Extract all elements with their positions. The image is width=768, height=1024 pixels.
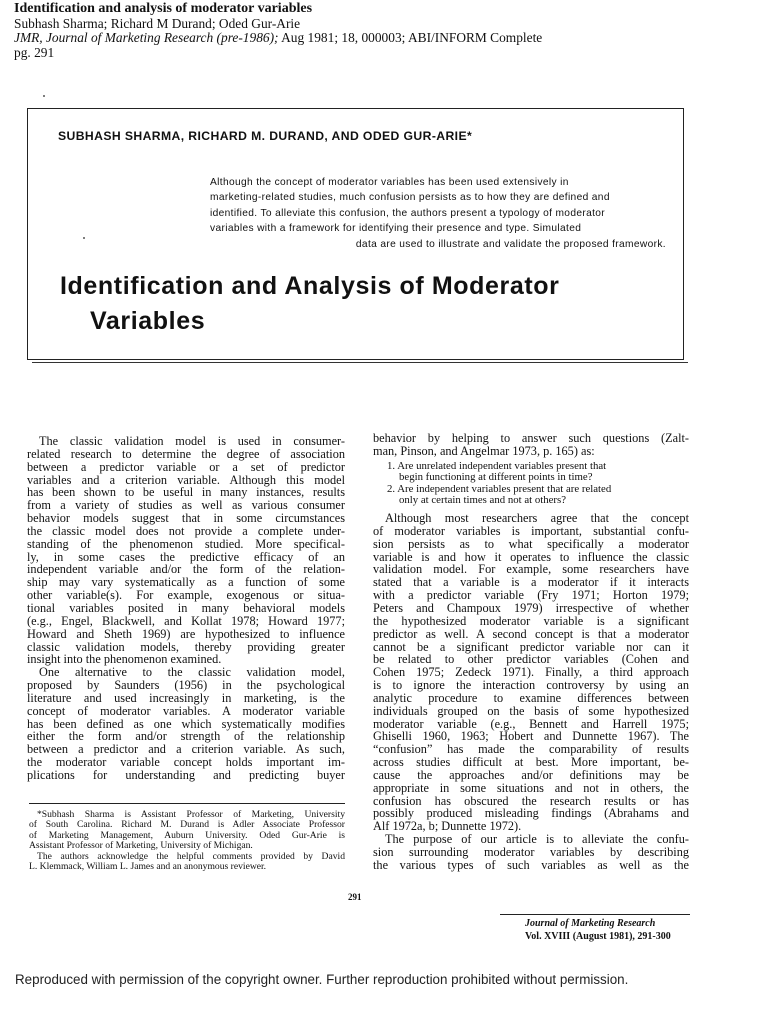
- abstract-line: variables with a framework for identifying their presence and type. Simulated: [210, 223, 582, 235]
- footnote-line: Assistant Professor of Marketing, University of Michigan.: [29, 840, 253, 852]
- text-line: independent variable and/or the form of the relation-: [27, 562, 345, 577]
- text-line: Ghiselli 1960, 1963; Hobert and Dunnette 1967). The: [373, 729, 689, 744]
- text-line: other variable(s). For example, exogenous or situa-: [27, 588, 345, 603]
- footnote-line: *Subhash Sharma is Assistant Professor of Marketing, University: [37, 809, 345, 820]
- text-line: plications for understanding and predicting buyer: [27, 767, 345, 782]
- text-line: concept of moderator variables. A moderator variable: [27, 703, 345, 718]
- citation-page: pg. 291: [14, 44, 55, 60]
- text-line: proposed by Saunders (1956) in the psychological: [27, 678, 345, 693]
- text-line: the moderator variable concept holds important im-: [27, 755, 345, 770]
- text-line: standing of the phenomenon studied. More specifical-: [27, 536, 345, 551]
- abstract: [210, 175, 666, 252]
- title-box: [27, 108, 684, 360]
- question-list: [373, 461, 689, 507]
- text-line: with a predictor variable (Fry 1971; Horton 1979;: [373, 588, 689, 603]
- text-line: the hypothesized moderator variable is a significant: [373, 613, 689, 628]
- text-line: is to ignore the interaction controversy by using an: [373, 678, 689, 693]
- text-line: variables and a criterion variable. Although this model: [27, 472, 345, 487]
- text-line: (e.g., Engel, Blackwell, and Kollat 1978; Howard 1977;: [27, 613, 345, 628]
- abstract-line: identified. To alleviate this confusion, the authors present a typology of moderator: [210, 207, 606, 219]
- question-line: 2. Are independent variables present that are related: [387, 482, 612, 495]
- text-line: behavior models suggest that in some circumstances: [27, 511, 345, 526]
- text-line: moderator variable (e.g., Bennett and Harrell 1975;: [373, 716, 689, 731]
- question-line: only at certain times and not at others?: [399, 494, 566, 507]
- text-line: behavior by helping to answer such questions (Zalt-: [373, 431, 689, 445]
- footnote-rule: [29, 803, 345, 804]
- text-line: classic validation models, thereby providing greater: [27, 639, 345, 654]
- text-line: insight into the phenomenon examined.: [27, 652, 222, 667]
- text-line: has been defined as one which systematically modifies: [27, 716, 345, 731]
- text-line: variable is and how it operates to influence the classic: [373, 549, 689, 564]
- footnote: [29, 810, 345, 872]
- citation-source: [14, 31, 754, 46]
- footnote-line: of South Carolina. Richard M. Durand is Adler Associate Professor: [29, 819, 345, 831]
- text-line: literature and used increasingly in marketing, is the: [27, 690, 345, 705]
- citation-authors: Subhash Sharma; Richard M Durand; Oded Gur-Arie: [14, 15, 301, 31]
- text-line: be related to other predictor variables (Cohen and: [373, 652, 689, 667]
- footnote-line: L. Klemmack, William L. James and an anonymous reviewer.: [29, 860, 267, 872]
- right-column: [373, 432, 689, 872]
- text-line: has been shown to be useful in many instances, results: [27, 485, 345, 500]
- text-line: of moderator variables is important, substantial confu-: [373, 523, 689, 538]
- text-line: cause the approaches and/or definitions may be: [373, 767, 689, 782]
- text-line: Peters and Champoux 1979) irrespective of whether: [373, 600, 689, 615]
- text-line: validation model. For example, some researchers have: [373, 562, 689, 577]
- abstract-line: marketing-related studies, much confusion persists as to how they are defined and: [210, 192, 610, 204]
- text-line: between a predictor and a criterion variable. As such,: [27, 742, 345, 757]
- text-line: either the form and/or strength of the relationship: [27, 729, 345, 744]
- article-authors: SUBHASH SHARMA, RICHARD M. DURAND, AND ODED GUR-ARIE*: [58, 129, 473, 143]
- text-line: confusion has obscured the research results or has: [373, 793, 689, 808]
- text-line: sion persists as to what specifically a moderator: [373, 536, 689, 551]
- left-column: [27, 435, 345, 782]
- text-line: the classic model does not provide a complete under-: [27, 523, 345, 538]
- text-line: The purpose of our article is to alleviate the confu-: [385, 832, 689, 847]
- text-line: cannot be a significant predictor variable nor can it: [373, 639, 689, 654]
- article-title-line: Variables: [90, 307, 206, 335]
- reproduction-notice: Reproduced with permission of the copyright owner. Further reproduction prohibited without permission.: [15, 972, 629, 987]
- abstract-line: data are used to illustrate and validate the proposed framework.: [355, 238, 666, 250]
- text-line: from a variety of studies as well as various consumer: [27, 498, 345, 513]
- citation-journal: JMR, Journal of Marketing Research (pre-1986);: [14, 30, 279, 45]
- text-line: across studies difficult at best. More important, be-: [373, 755, 689, 770]
- article-title: [60, 269, 560, 339]
- text-line: ship may vary systematically as a function of some: [27, 575, 345, 590]
- article-title-line: Identification and Analysis of Moderator: [60, 272, 560, 300]
- text-line: Howard and Sheth 1969) are hypothesized to influence: [27, 626, 345, 641]
- journal-info: [525, 918, 671, 943]
- text-line: individuals grouped on the basis of some hypothesized: [373, 703, 689, 718]
- text-line: predictor as well. A second concept is that a moderator: [373, 626, 689, 641]
- text-line: man, Pinson, and Angelmar 1973, p. 165) as:: [373, 443, 595, 458]
- citation-header: [14, 2, 754, 60]
- text-line: the various types of such variables as well as the: [373, 857, 689, 872]
- text-line: Although most researchers agree that the concept: [385, 511, 689, 526]
- journal-name: Journal of Marketing Research: [525, 918, 656, 929]
- journal-rule: [500, 914, 690, 915]
- text-line: “confusion” has made the comparability of results: [373, 742, 689, 757]
- footnote-line: of Marketing Management, Auburn University. Oded Gur-Arie is: [29, 829, 345, 841]
- scan-speck: [43, 95, 45, 97]
- text-line: sion surrounding moderator variables by describing: [373, 845, 689, 859]
- text-line: The classic validation model is used in consumer-: [39, 434, 345, 448]
- text-line: possibly produced misleading findings (Abrahams and: [373, 806, 689, 821]
- question-line: 1. Are unrelated independent variables present that: [387, 459, 607, 472]
- text-line: ly, in some cases the predictive efficacy of an: [27, 549, 345, 564]
- text-line: between a predictor variable or a set of predictor: [27, 459, 345, 474]
- text-line: related research to determine the degree of association: [27, 446, 345, 461]
- text-line: tional variables posited in many behavioral models: [27, 600, 345, 615]
- text-line: One alternative to the classic validation model,: [39, 665, 345, 680]
- text-line: Cohen 1975; Zedeck 1971). Finally, a third approach: [373, 665, 689, 680]
- page-number: 291: [348, 892, 362, 902]
- question-line: begin functioning at different points in time?: [399, 471, 593, 484]
- text-line: appropriate in some situations and not in others, the: [373, 780, 689, 795]
- text-line: Alf 1972a, b; Dunnette 1972).: [373, 819, 522, 834]
- citation-title: Identification and analysis of moderator variables: [14, 1, 313, 16]
- citation-details: Aug 1981; 18, 000003; ABI/INFORM Complete: [278, 30, 543, 45]
- text-line: stated that a variable is a moderator if it interacts: [373, 575, 689, 590]
- journal-volume: Vol. XVIII (August 1981), 291-300: [525, 930, 671, 942]
- text-line: analytic procedure to examine differences between: [373, 690, 689, 705]
- abstract-line: Although the concept of moderator variables has been used extensively in: [210, 177, 569, 188]
- footnote-line: The authors acknowledge the helpful comments provided by David: [37, 850, 345, 862]
